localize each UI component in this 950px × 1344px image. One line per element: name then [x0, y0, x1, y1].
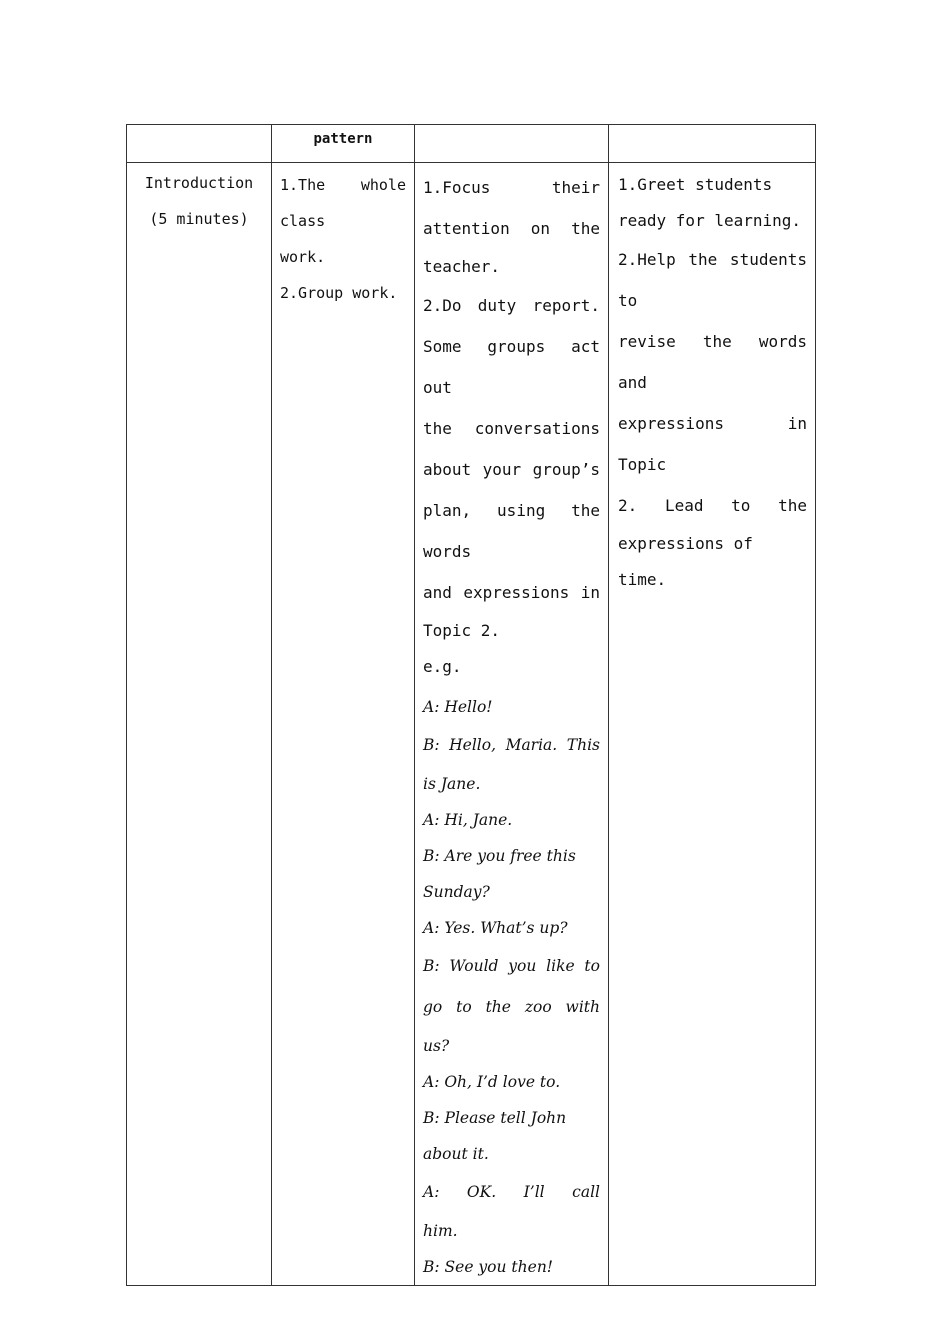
- student-activity-line: Topic 2.: [423, 621, 501, 640]
- dialogue-line: A: Hello!: [423, 698, 493, 716]
- dialogue-example: [415, 685, 608, 1285]
- student-activity-line: and expressions in: [423, 583, 600, 602]
- dialogue-line: B: Are you free this: [423, 847, 576, 865]
- student-activity-line: 2.Do duty report.: [423, 296, 600, 315]
- dialogue-line: A: Yes. What’s up?: [423, 919, 568, 937]
- teacher-activity-list: [609, 163, 815, 598]
- teacher-activity-line: ready for learning.: [618, 211, 802, 230]
- student-activity-line: 1.Focus their: [423, 178, 600, 197]
- lesson-plan-table: [126, 124, 816, 1286]
- dialogue-line: A: Oh, I’d love to.: [423, 1073, 561, 1091]
- student-activity-line: the conversations: [423, 419, 600, 438]
- header-cell-3: [415, 125, 609, 163]
- dialogue-line: him.: [423, 1222, 458, 1240]
- header-cell-pattern: [272, 125, 415, 163]
- student-activity-line: e.g.: [423, 657, 462, 676]
- student-activity-line: plan, using the words: [423, 501, 600, 561]
- student-activity-line: teacher.: [423, 257, 501, 276]
- pattern-line: 2.Group work.: [280, 284, 398, 302]
- teacher-activity-line: 1.Greet students: [618, 175, 773, 194]
- stage-time: (5 minutes): [149, 210, 249, 228]
- dialogue-line: Sunday?: [423, 883, 490, 901]
- pattern-cell: [272, 163, 415, 1286]
- introduction-row: [127, 163, 816, 1286]
- pattern-line: 1.The whole: [280, 176, 406, 194]
- teacher-activity-line: revise the words and: [618, 332, 807, 392]
- header-row: [127, 125, 816, 163]
- dialogue-line: go to the zoo with: [423, 998, 600, 1016]
- dialogue-line: is Jane.: [423, 775, 481, 793]
- student-activity-line: attention on the: [423, 219, 600, 238]
- header-cell-1: [127, 125, 272, 163]
- dialogue-line: B: Please tell John: [423, 1109, 567, 1127]
- teacher-activity-line: 2. Lead to the: [618, 496, 807, 515]
- dialogue-line: about it.: [423, 1145, 489, 1163]
- pattern-list: [272, 163, 414, 311]
- student-activity-cell: [415, 163, 609, 1286]
- stage-cell: [127, 163, 272, 1286]
- pattern-line: work.: [280, 248, 326, 266]
- teacher-activity-cell: [609, 163, 816, 1286]
- teacher-activity-line: expressions in Topic: [618, 414, 807, 474]
- student-activity-line: Some groups act out: [423, 337, 600, 397]
- teacher-activity-line: expressions of time.: [618, 534, 753, 589]
- teacher-activity-line: 2.Help the students to: [618, 250, 807, 310]
- student-activity-list: [415, 163, 608, 685]
- stage-name: Introduction: [144, 174, 254, 192]
- dialogue-line: A: Hi, Jane.: [423, 811, 513, 829]
- dialogue-line: B: See you then!: [423, 1258, 554, 1276]
- dialogue-line: us?: [423, 1037, 450, 1055]
- student-activity-line: about your group’s: [423, 460, 600, 479]
- dialogue-line: A: OK. I’ll call: [423, 1183, 600, 1201]
- dialogue-line: B: Hello, Maria. This: [423, 736, 600, 754]
- header-cell-4: [609, 125, 816, 163]
- pattern-header: pattern: [313, 131, 373, 147]
- pattern-line: class: [280, 212, 326, 230]
- dialogue-line: B: Would you like to: [423, 957, 600, 975]
